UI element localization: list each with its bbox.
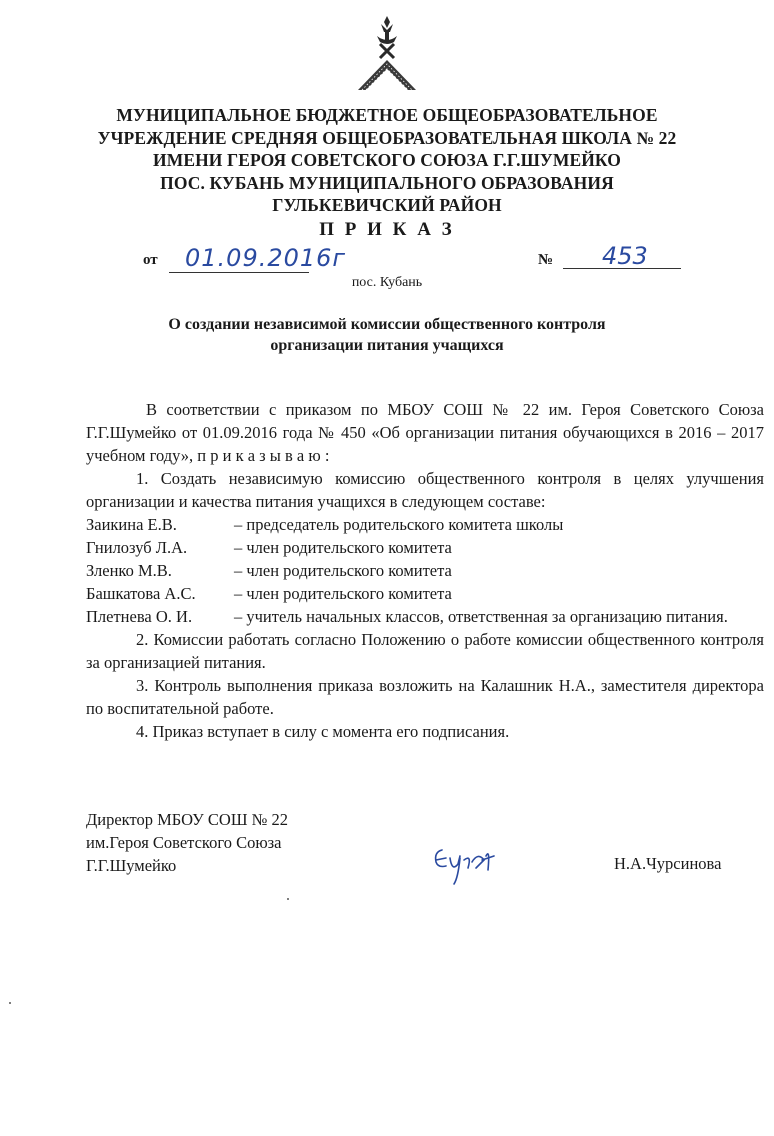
member-row: [86, 536, 764, 559]
organization-header: [60, 104, 714, 217]
order-subject: [80, 314, 694, 356]
handwritten-number: 453: [602, 242, 648, 270]
member-row: [86, 513, 764, 536]
signatory-line-2: им.Героя Советского Союза: [86, 833, 282, 852]
signatory-line-1: Директор МБОУ СОШ № 22: [86, 810, 288, 829]
header-line-3: ИМЕНИ ГЕРОЯ СОВЕТСКОГО СОЮЗА Г.Г.ШУМЕЙКО: [152, 150, 621, 170]
intro-paragraph: В соответствии с приказом по МБОУ СОШ № 22 им. Героя Советского Союза Г.Г.Шумейко от 01.09.2016 года № 450 «Об организации питания обучающихся в 2016 – 2017 учебном году», п р и к а з ы в а ю :: [86, 400, 764, 465]
member-role: – член родительского комитета: [234, 538, 452, 557]
item-2-paragraph: 2. Комиссии работать согласно Положению о работе комиссии общественного контроля за организацией питания.: [86, 630, 764, 672]
number-label: №: [538, 252, 554, 268]
school-emblem-icon: [352, 14, 422, 94]
member-name: Зленко М.В.: [86, 561, 172, 580]
member-row: [86, 605, 764, 628]
header-line-5: ГУЛЬКЕВИЧСКИЙ РАЙОН: [272, 195, 502, 215]
handwritten-date: 01.09.2016г: [185, 244, 347, 272]
member-role: – учитель начальных классов, ответственная за организацию питания.: [234, 607, 728, 626]
place-of-issue: пос. Кубань: [351, 275, 423, 290]
item-3-paragraph: 3. Контроль выполнения приказа возложить на Калашник Н.А., заместителя директора по воспитательной работе.: [86, 676, 764, 718]
member-role: – член родительского комитета: [234, 584, 452, 603]
document-title: П Р И К А З: [319, 219, 455, 240]
scan-speck: [287, 898, 289, 900]
date-label: от: [143, 252, 158, 268]
item-1-paragraph: 1. Создать независимую комиссию общественного контроля в целях улучшения организации и качества питания учащихся в следующем составе:: [86, 469, 764, 511]
member-role: – член родительского комитета: [234, 561, 452, 580]
scan-speck: [9, 1002, 11, 1004]
signatory-line-3: Г.Г.Шумейко: [86, 856, 177, 875]
handwritten-signature-icon: [428, 838, 518, 888]
member-row: [86, 582, 764, 605]
member-name: Гнилозуб Л.А.: [86, 538, 188, 557]
commission-members-list: [86, 513, 764, 628]
subject-line-2: организации питания учащихся: [270, 337, 504, 354]
order-body: [86, 398, 764, 743]
signatory-title-block: [86, 808, 288, 877]
member-role: – председатель родительского комитета школы: [234, 515, 564, 534]
member-row: [86, 559, 764, 582]
member-name: Башкатова А.С.: [86, 584, 196, 603]
subject-line-1: О создании независимой комиссии общественного контроля: [168, 316, 606, 333]
date-underline: [169, 272, 309, 273]
signatory-name: Н.А.Чурсинова: [614, 854, 722, 873]
header-line-1: МУНИЦИПАЛЬНОЕ БЮДЖЕТНОЕ ОБЩЕОБРАЗОВАТЕЛЬНОЕ: [116, 105, 658, 125]
header-line-2: УЧРЕЖДЕНИЕ СРЕДНЯЯ ОБЩЕОБРАЗОВАТЕЛЬНАЯ ШКОЛА № 22: [97, 127, 677, 148]
member-name: Заикина Е.В.: [86, 515, 177, 534]
header-line-4: ПОС. КУБАНЬ МУНИЦИПАЛЬНОГО ОБРАЗОВАНИЯ: [160, 172, 614, 193]
item-4-paragraph: 4. Приказ вступает в силу с момента его подписания.: [136, 722, 510, 741]
member-name: Плетнева О. И.: [86, 607, 193, 626]
